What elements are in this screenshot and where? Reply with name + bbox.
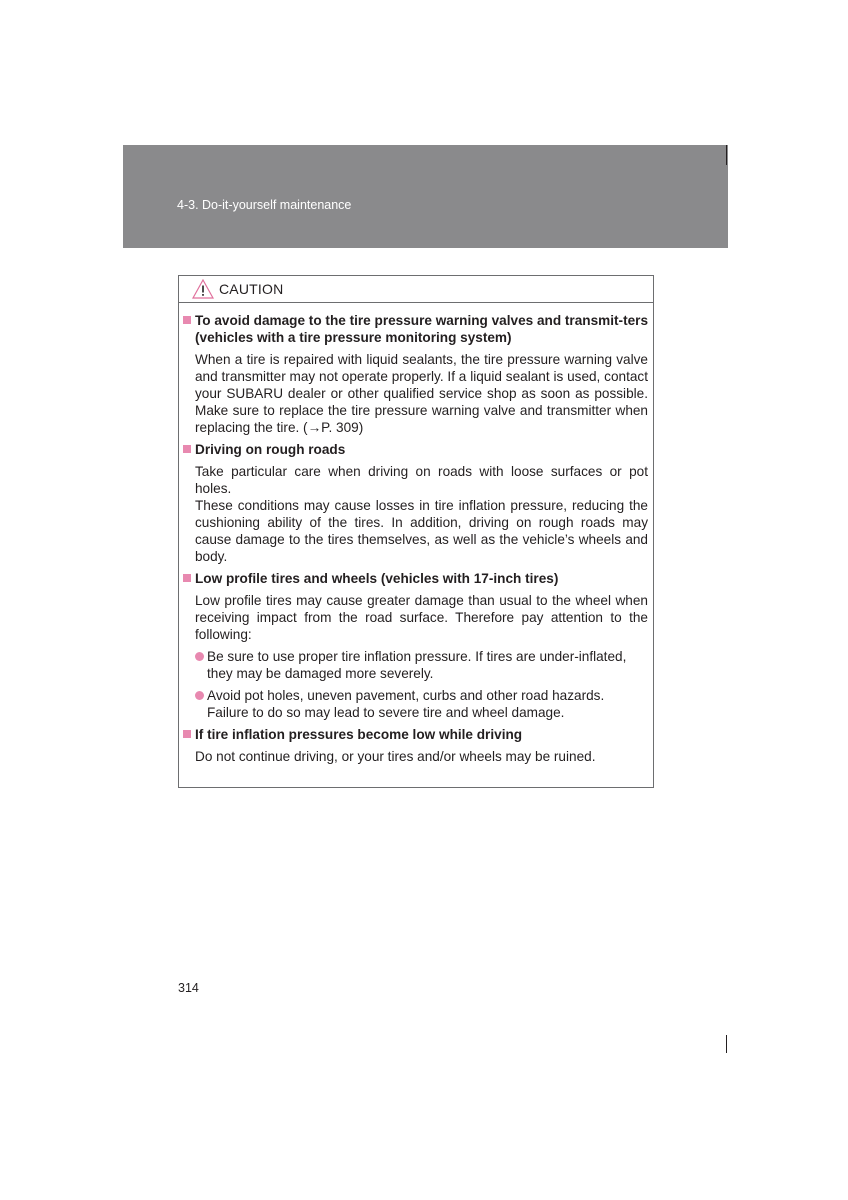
square-bullet-icon (183, 574, 191, 582)
caution-box (178, 275, 654, 788)
item-text: These conditions may cause losses in tire inflation pressure, reducing the cushioning ability of the tires. In addition, driving on rough roads may cause damage to the tires themselves, as well as the vehicle’s wheels and body. (195, 498, 648, 564)
item-heading: Driving on rough roads (183, 441, 648, 458)
caution-header (179, 276, 653, 303)
section-title: 4-3. Do-it-yourself maintenance (177, 198, 352, 212)
item-text: Low profile tires may cause greater damage than usual to the wheel when receiving impact from the road surface. Therefore pay attention to the following: (195, 593, 648, 642)
page-number: 314 (178, 981, 199, 995)
item-heading: Low profile tires and wheels (vehicles with 17-inch tires) (183, 570, 648, 587)
list-item: Be sure to use proper tire inflation pressure. If tires are under-inflated, they may be damaged more severely. (195, 648, 648, 682)
item-heading: To avoid damage to the tire pressure warning valves and transmit-ters (vehicles with a tire pressure monitoring system) (183, 312, 648, 346)
item-heading: If tire inflation pressures become low while driving (183, 726, 648, 743)
side-tick-mark (726, 1035, 727, 1053)
item-text: Do not continue driving, or your tires and/or wheels may be ruined. (195, 749, 596, 764)
warning-triangle-icon (192, 279, 214, 299)
square-bullet-icon (183, 316, 191, 324)
header-tick-mark (726, 145, 727, 165)
header-band (123, 145, 728, 248)
round-bullet-icon (195, 691, 204, 700)
item-text: When a tire is repaired with liquid sealants, the tire pressure warning valve and transmitter may not operate properly. If a liquid sealant is used, contact your SUBARU dealer or other qualified service shop as soon as possible. Make sure to replace the tire pressure warning valve and transmitter when replacing the tire. (→P. 309) (195, 352, 648, 435)
caution-label: CAUTION (219, 281, 284, 297)
square-bullet-icon (183, 445, 191, 453)
round-bullet-icon (195, 652, 204, 661)
list-item: Avoid pot holes, uneven pavement, curbs and other road hazards. Failure to do so may lead to severe tire and wheel damage. (195, 687, 648, 721)
caution-body (179, 303, 653, 765)
item-text: Take particular care when driving on roads with loose surfaces or pot holes. (195, 464, 648, 496)
square-bullet-icon (183, 730, 191, 738)
